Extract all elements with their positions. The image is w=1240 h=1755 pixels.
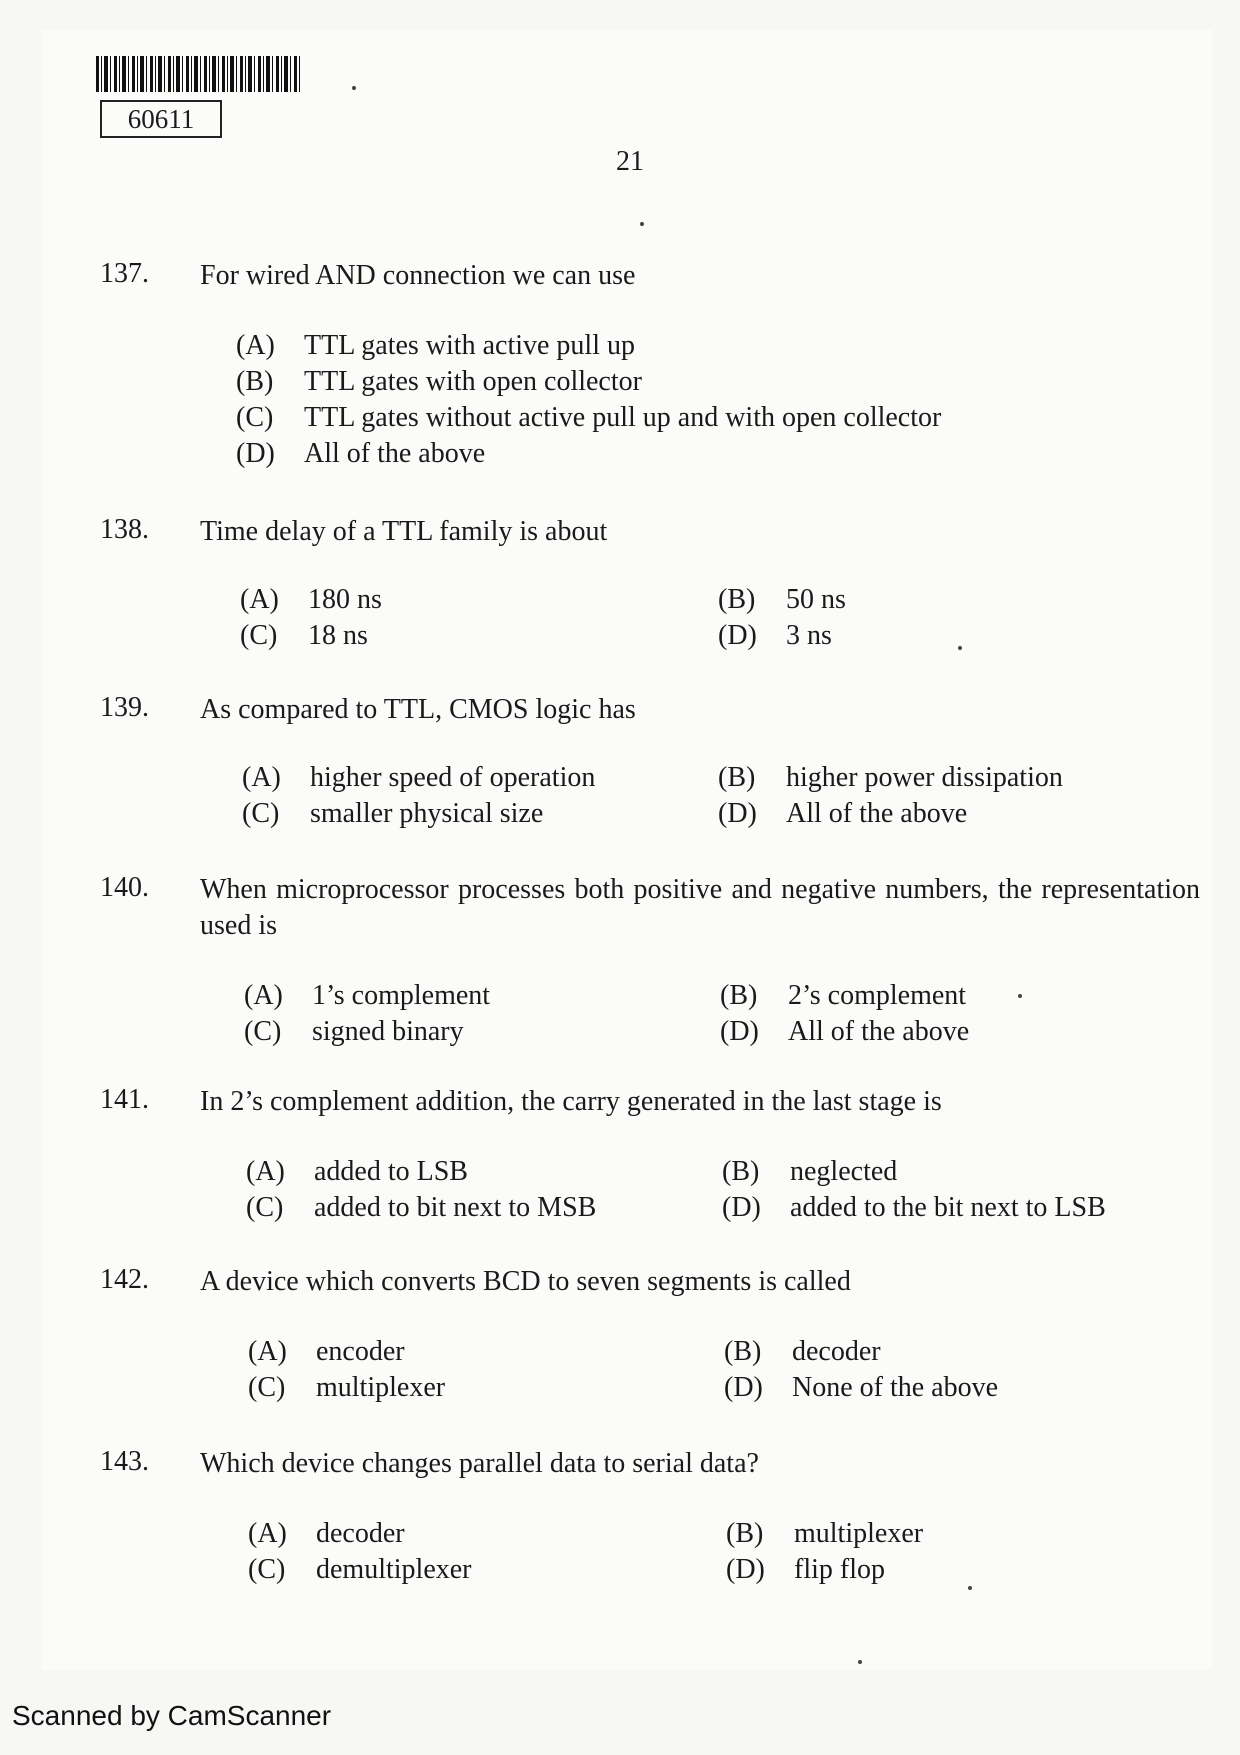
option-text: smaller physical size [310, 798, 544, 829]
option-text: flip flop [794, 1554, 885, 1585]
option-b [726, 1518, 923, 1550]
option-d [724, 1372, 998, 1404]
question-number: 139. [100, 692, 149, 723]
question-text: When microprocessor processes both positive and negative numbers, the representation used is [200, 874, 1200, 941]
option-text: 50 ns [786, 584, 846, 615]
option-letter: (D) [718, 620, 757, 651]
option-text: decoder [792, 1336, 881, 1367]
option-text: encoder [316, 1336, 405, 1367]
scan-speck [1018, 994, 1022, 998]
option-letter: (D) [236, 438, 275, 469]
option-c [248, 1554, 472, 1586]
option-text: 180 ns [308, 584, 382, 615]
option-letter: (A) [244, 980, 283, 1011]
option-letter: (B) [722, 1156, 760, 1187]
option-b [718, 762, 1063, 794]
option-letter: (A) [246, 1156, 285, 1187]
option-b [722, 1156, 897, 1188]
option-d [718, 620, 832, 652]
option-letter: (D) [718, 798, 757, 829]
option-letter: (A) [240, 584, 279, 615]
option-c [236, 402, 941, 434]
option-letter: (D) [722, 1192, 761, 1223]
scanner-watermark: Scanned by CamScanner [12, 1700, 332, 1731]
option-letter: (C) [244, 1016, 282, 1047]
option-text: TTL gates with active pull up [304, 330, 635, 361]
option-text: decoder [316, 1518, 405, 1549]
option-c [240, 620, 368, 652]
option-a [244, 980, 490, 1012]
option-b [720, 980, 966, 1012]
option-text: added to LSB [314, 1156, 468, 1187]
option-letter: (B) [236, 366, 274, 397]
option-letter: (A) [242, 762, 281, 793]
option-text: neglected [790, 1156, 898, 1187]
option-text: signed binary [312, 1016, 464, 1047]
scan-speck [858, 1660, 862, 1664]
option-c [244, 1016, 464, 1048]
option-text: 3 ns [786, 620, 832, 651]
option-letter: (C) [246, 1192, 284, 1223]
option-letter: (C) [248, 1372, 286, 1403]
option-c [242, 798, 543, 830]
option-letter: (B) [720, 980, 758, 1011]
option-letter: (C) [248, 1554, 286, 1585]
option-text: higher power dissipation [786, 762, 1063, 793]
option-a [240, 584, 382, 616]
option-text: TTL gates without active pull up and with open collector [304, 402, 942, 433]
option-text: TTL gates with open collector [304, 366, 642, 397]
question-number: 137. [100, 258, 149, 289]
question-text: For wired AND connection we can use [200, 260, 636, 291]
question-number: 140. [100, 872, 149, 903]
scan-speck [640, 222, 644, 226]
question-text: As compared to TTL, CMOS logic has [200, 694, 636, 725]
option-letter: (C) [240, 620, 278, 651]
option-a [246, 1156, 468, 1188]
option-letter: (A) [236, 330, 275, 361]
option-a [236, 330, 635, 362]
option-d [236, 438, 485, 470]
option-letter: (D) [720, 1016, 759, 1047]
paper-code-box: 60611 [100, 100, 222, 138]
option-a [248, 1518, 405, 1550]
scan-speck [958, 646, 962, 650]
barcode [96, 56, 302, 92]
question-number: 138. [100, 514, 149, 545]
option-text: All of the above [788, 1016, 970, 1047]
scan-speck [968, 1586, 972, 1590]
question-number: 142. [100, 1264, 149, 1295]
option-b [724, 1336, 881, 1368]
option-c [248, 1372, 445, 1404]
option-b [236, 366, 642, 398]
question-text: In 2’s complement addition, the carry generated in the last stage is [200, 1086, 942, 1117]
option-text: All of the above [786, 798, 968, 829]
option-text: None of the above [792, 1372, 999, 1403]
option-letter: (A) [248, 1518, 287, 1549]
option-text: All of the above [304, 438, 486, 469]
option-letter: (B) [718, 584, 756, 615]
option-b [718, 584, 846, 616]
option-text: 18 ns [308, 620, 368, 651]
option-a [242, 762, 595, 794]
option-text: added to bit next to MSB [314, 1192, 597, 1223]
option-text: multiplexer [316, 1372, 446, 1403]
question-text: Which device changes parallel data to serial data? [200, 1448, 759, 1479]
option-text: added to the bit next to LSB [790, 1192, 1106, 1223]
option-a [248, 1336, 405, 1368]
option-letter: (B) [718, 762, 756, 793]
option-text: demultiplexer [316, 1554, 472, 1585]
option-d [720, 1016, 969, 1048]
question-number: 143. [100, 1446, 149, 1477]
option-d [722, 1192, 1106, 1224]
option-letter: (C) [242, 798, 280, 829]
question-text: A device which converts BCD to seven segments is called [200, 1266, 851, 1297]
option-letter: (D) [726, 1554, 765, 1585]
option-d [718, 798, 967, 830]
option-d [726, 1554, 885, 1586]
option-text: higher speed of operation [310, 762, 596, 793]
scan-speck [352, 86, 356, 90]
question-text: Time delay of a TTL family is about [200, 516, 608, 547]
question-number: 141. [100, 1084, 149, 1115]
option-c [246, 1192, 596, 1224]
option-letter: (C) [236, 402, 274, 433]
option-text: 1’s complement [312, 980, 491, 1011]
option-letter: (B) [726, 1518, 764, 1549]
option-letter: (D) [724, 1372, 763, 1403]
option-text: 2’s complement [788, 980, 967, 1011]
option-letter: (B) [724, 1336, 762, 1367]
option-text: multiplexer [794, 1518, 924, 1549]
option-letter: (A) [248, 1336, 287, 1367]
page-number: 21 [616, 146, 644, 177]
